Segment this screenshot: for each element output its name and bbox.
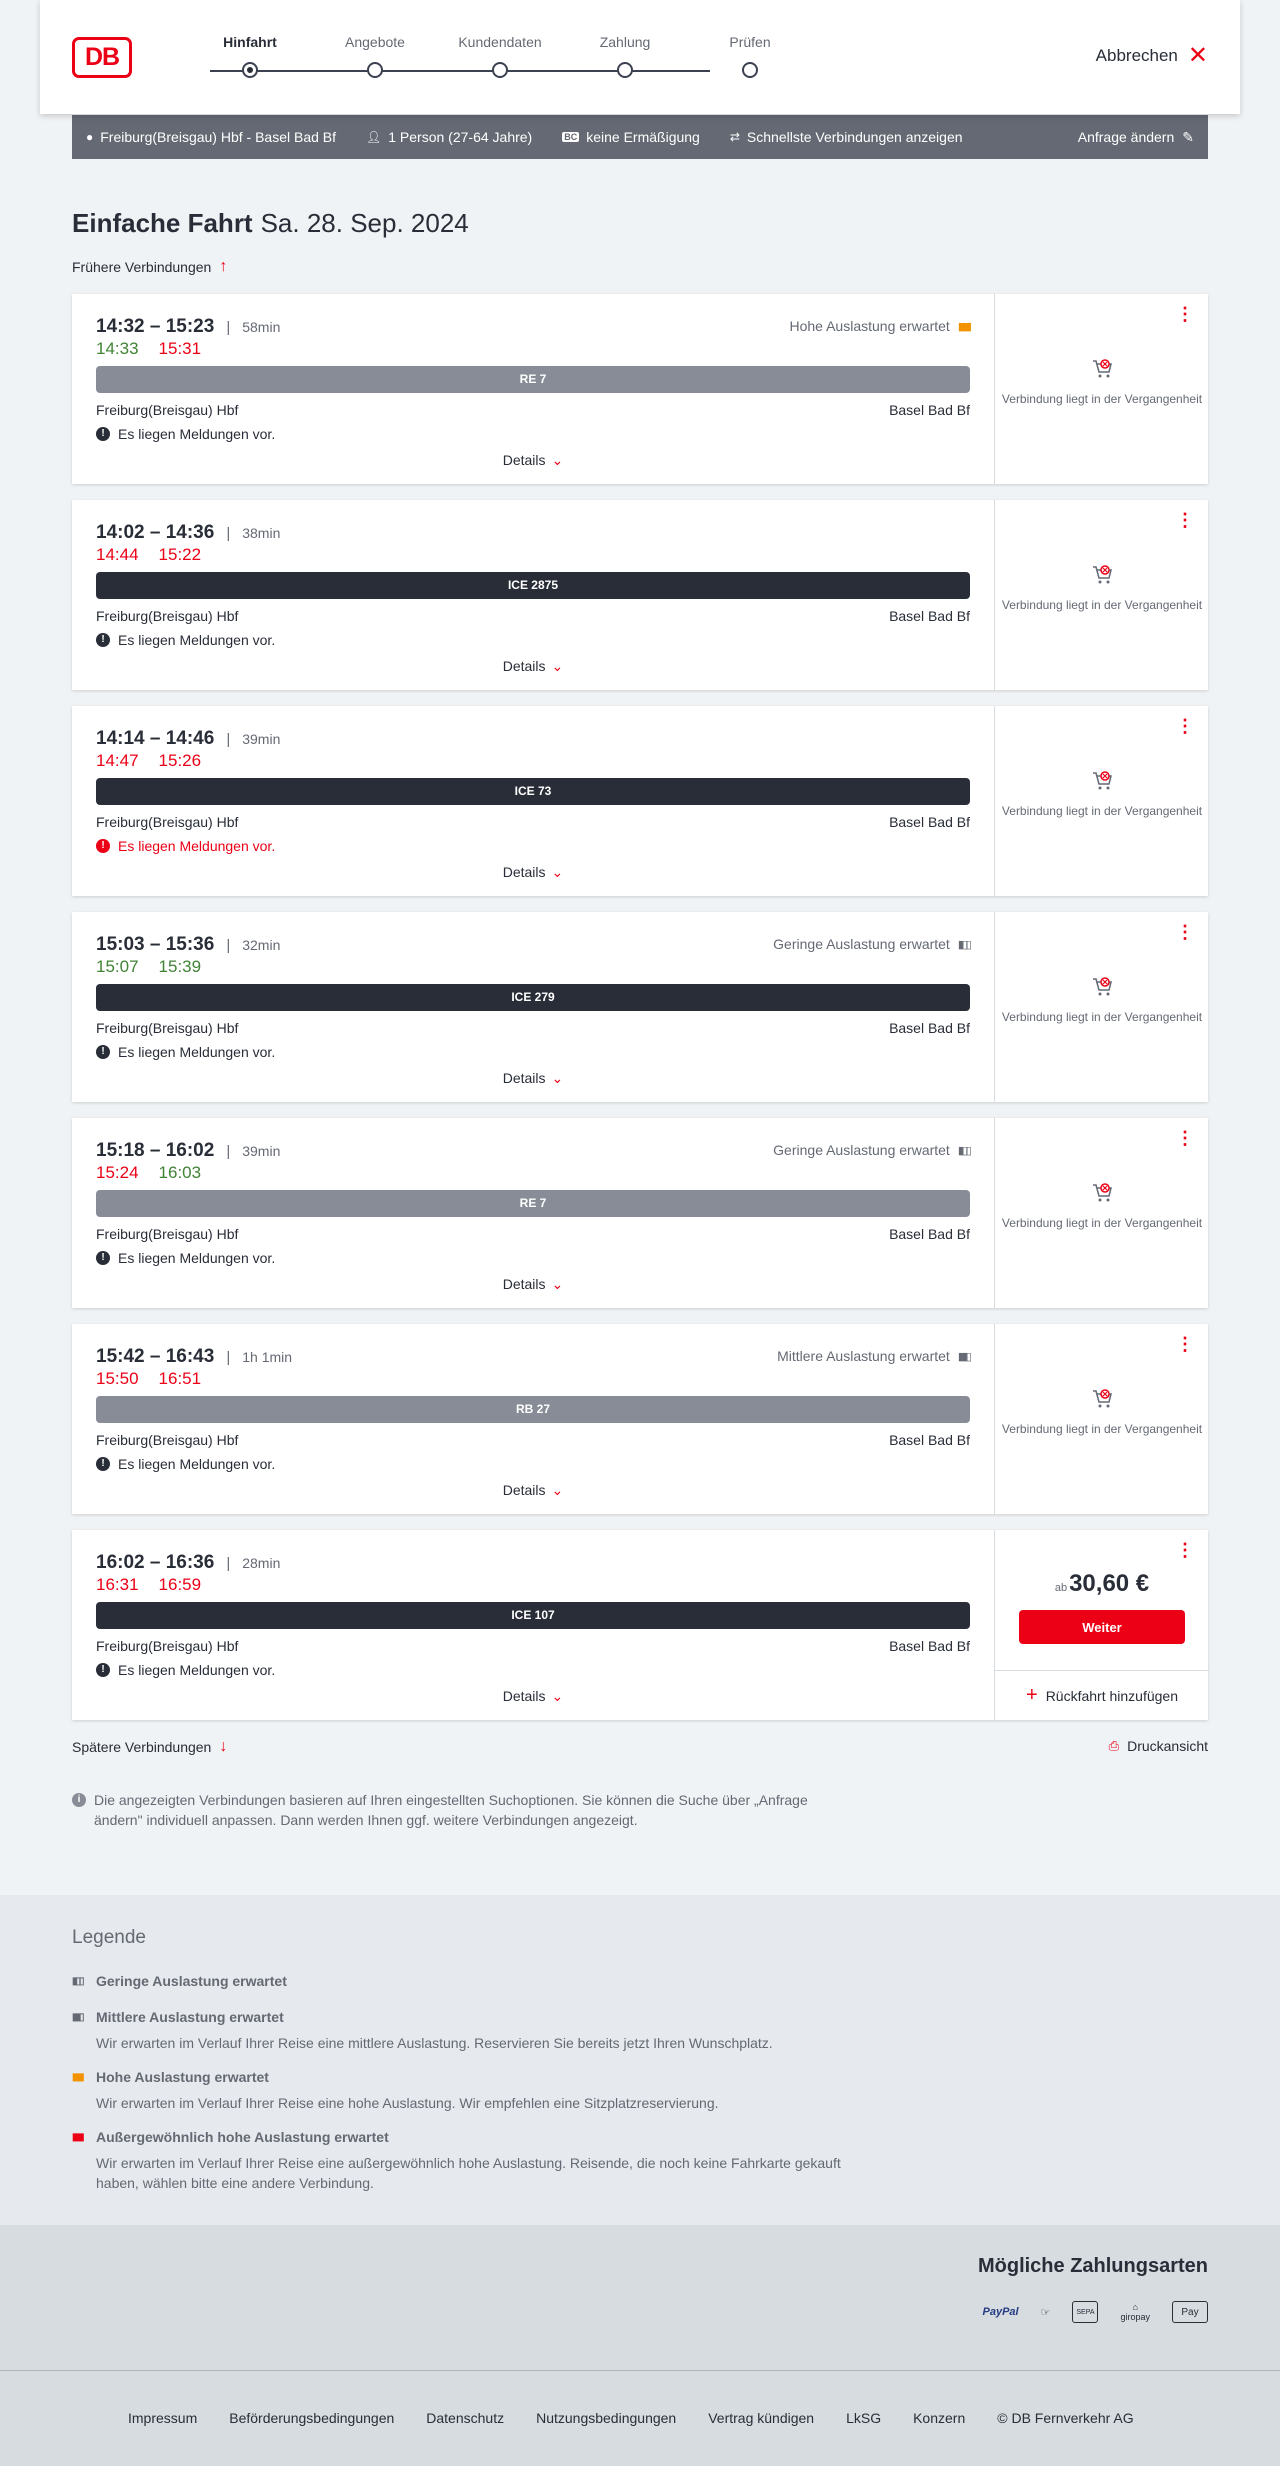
origin-station: Freiburg(Breisgau) Hbf bbox=[96, 1020, 239, 1036]
step-dot bbox=[492, 62, 508, 78]
load-text: Hohe Auslastung erwartet bbox=[789, 318, 950, 334]
legend-item-title: Geringe Auslastung erwartet bbox=[96, 1973, 287, 1989]
payment-methods-section bbox=[0, 2225, 1280, 2370]
destination-station: Basel Bad Bf bbox=[889, 814, 970, 830]
more-options-icon[interactable]: ⋮ bbox=[1176, 716, 1194, 736]
origin-station: Freiburg(Breisgau) Hbf bbox=[96, 814, 239, 830]
info-text: Die angezeigten Verbindungen basieren auf Ihren eingestellten Suchoptionen. Sie können die Suche über „Anfrage ändern" individuell anpassen. Dann werden Ihnen ggf. weitere Verbindungen angezeigt. bbox=[94, 1792, 808, 1828]
add-return-button[interactable] bbox=[995, 1670, 1209, 1720]
legend-item-text: Wir erwarten im Verlauf Ihrer Reise eine mittlere Auslastung. Reservieren Sie bereits jetzt Ihren Wunschplatz. bbox=[96, 2035, 773, 2051]
footer-link-befoerderungsbedingungen[interactable]: Beförderungsbedingungen bbox=[229, 2410, 395, 2426]
planned-times: 15:42 – 16:43 bbox=[96, 1346, 215, 1367]
price-prefix: ab bbox=[1054, 1582, 1068, 1594]
legend-item-title: Außergewöhnlich hohe Auslastung erwartet bbox=[96, 2129, 389, 2145]
details-toggle[interactable] bbox=[72, 1070, 994, 1087]
high-load-icon: ▮▮▮ bbox=[957, 320, 970, 333]
earlier-label: Frühere Verbindungen bbox=[72, 259, 212, 275]
duration: 28min bbox=[242, 1555, 281, 1571]
close-icon: ✕ bbox=[1187, 42, 1208, 69]
message-text: Es liegen Meldungen vor. bbox=[118, 1456, 276, 1472]
progress-line bbox=[210, 70, 710, 72]
cart-unavailable-icon bbox=[1090, 974, 1114, 998]
exceptional-load-icon: ▮▮▮ bbox=[72, 2131, 83, 2143]
continue-button[interactable]: Weiter bbox=[1019, 1610, 1185, 1644]
origin-station: Freiburg(Breisgau) Hbf bbox=[96, 1226, 239, 1242]
realtime-departure: 15:50 bbox=[96, 1369, 139, 1388]
arrow-down-icon: ↓ bbox=[219, 1738, 228, 1755]
origin-station: Freiburg(Breisgau) Hbf bbox=[96, 1638, 239, 1654]
realtime-arrival: 15:31 bbox=[158, 339, 202, 358]
connection-card[interactable]: 14:32 – 15:23 | 58min 14:33 15:31 Hohe Auslastung erwartet ▮▮▮ RE 7 Freiburg(Breisgau) Hbf Basel Bad Bf ! Es liegen Meldungen vor. Details ⌄ ⋮ Verbindung liegt in der Vergangenheit bbox=[72, 294, 1208, 484]
chevron-down-icon: ⌄ bbox=[551, 658, 564, 674]
load-text: Geringe Auslastung erwartet bbox=[773, 1142, 950, 1158]
connection-card[interactable]: 15:03 – 15:36 | 32min 15:07 15:39 Geringe Auslastung erwartet ▮▯▯ ICE 279 Freiburg(Breisgau) Hbf Basel Bad Bf ! Es liegen Meldungen vor. Details ⌄ ⋮ Verbindung liegt in der Vergangenheit bbox=[72, 912, 1208, 1102]
connection-card[interactable]: 14:14 – 14:46 | 39min 14:47 15:26 ICE 73 Freiburg(Breisgau) Hbf Basel Bad Bf ! Es liegen Meldungen vor. Details ⌄ ⋮ Verbindung liegt in der Vergangenheit bbox=[72, 706, 1208, 896]
person-icon: 👤︎ bbox=[366, 130, 382, 144]
pencil-icon: ✎ bbox=[1182, 128, 1194, 145]
duration: 1h 1min bbox=[242, 1349, 293, 1365]
search-summary-bar bbox=[72, 115, 1208, 159]
swap-arrows-icon: ⇄ bbox=[729, 130, 740, 144]
details-label: Details bbox=[502, 658, 546, 674]
printer-icon: ⎙ bbox=[1108, 1738, 1120, 1753]
planned-times: 14:14 – 14:46 bbox=[96, 728, 215, 749]
destination-station: Basel Bad Bf bbox=[889, 1638, 970, 1654]
legend-item bbox=[72, 2009, 872, 2053]
footer-link-datenschutz[interactable]: Datenschutz bbox=[426, 2410, 505, 2426]
route-text: Freiburg(Breisgau) Hbf - Basel Bad Bf bbox=[100, 129, 337, 145]
cart-unavailable-icon bbox=[1090, 1386, 1114, 1410]
details-toggle[interactable] bbox=[72, 1276, 994, 1293]
realtime-arrival: 15:22 bbox=[158, 545, 202, 564]
alert-icon: ! bbox=[96, 1251, 110, 1265]
destination-station: Basel Bad Bf bbox=[889, 1226, 970, 1242]
legend-item-title: Hohe Auslastung erwartet bbox=[96, 2069, 269, 2085]
destination-station: Basel Bad Bf bbox=[889, 402, 970, 418]
step-label: Angebote bbox=[345, 34, 405, 50]
step-label: Hinfahrt bbox=[223, 34, 277, 50]
trip-type: Einfache Fahrt bbox=[72, 208, 253, 238]
step-label: Zahlung bbox=[599, 34, 651, 50]
bahncard-icon: BC bbox=[564, 132, 578, 142]
past-notice: Verbindung liegt in der Vergangenheit bbox=[1001, 1216, 1203, 1230]
chevron-down-icon: ⌄ bbox=[551, 1276, 564, 1292]
step-dot bbox=[367, 62, 383, 78]
realtime-departure: 14:44 bbox=[96, 545, 139, 564]
alert-icon: ! bbox=[96, 1457, 110, 1471]
details-toggle[interactable] bbox=[72, 452, 994, 469]
destination-station: Basel Bad Bf bbox=[889, 1432, 970, 1448]
connection-card[interactable]: 14:02 – 14:36 | 38min 14:44 15:22 ICE 2875 Freiburg(Breisgau) Hbf Basel Bad Bf ! Es liegen Meldungen vor. Details ⌄ ⋮ Verbindung liegt in der Vergangenheit bbox=[72, 500, 1208, 690]
duration: 58min bbox=[242, 319, 281, 335]
legend-title: Legende bbox=[72, 1927, 146, 1948]
more-options-icon[interactable]: ⋮ bbox=[1176, 1334, 1194, 1354]
more-options-icon[interactable]: ⋮ bbox=[1176, 1128, 1194, 1148]
legend-item-title: Mittlere Auslastung erwartet bbox=[96, 2009, 284, 2025]
step-dot bbox=[617, 62, 633, 78]
payment-title: Mögliche Zahlungsarten bbox=[977, 2255, 1208, 2277]
change-request-button[interactable] bbox=[1078, 129, 1194, 146]
message-text: Es liegen Meldungen vor. bbox=[118, 1044, 276, 1060]
past-notice: Verbindung liegt in der Vergangenheit bbox=[1001, 392, 1203, 406]
cart-unavailable-icon bbox=[1090, 356, 1114, 380]
apple-pay-label: Pay bbox=[1181, 2306, 1199, 2318]
train-bar[interactable]: RB 27 bbox=[96, 1396, 970, 1423]
step-angebote[interactable] bbox=[310, 34, 440, 54]
plus-icon: + bbox=[1026, 1684, 1038, 1706]
details-toggle[interactable] bbox=[72, 864, 994, 881]
message-text: Es liegen Meldungen vor. bbox=[118, 1250, 276, 1266]
realtime-arrival: 16:51 bbox=[158, 1369, 202, 1388]
past-notice: Verbindung liegt in der Vergangenheit bbox=[1001, 1010, 1203, 1024]
low-load-icon: ▮▯▯ bbox=[957, 1144, 970, 1157]
train-bar[interactable]: ICE 2875 bbox=[96, 572, 970, 599]
planned-times: 14:32 – 15:23 bbox=[96, 316, 215, 337]
planned-times: 15:18 – 16:02 bbox=[96, 1140, 215, 1161]
legend-item bbox=[72, 2129, 872, 2193]
print-label: Druckansicht bbox=[1127, 1738, 1208, 1754]
trip-date: Sa. 28. Sep. 2024 bbox=[260, 208, 469, 238]
legend-item bbox=[72, 2069, 872, 2113]
apple-pay-icon bbox=[1172, 2301, 1208, 2323]
low-load-icon: ▮▯▯ bbox=[957, 938, 970, 951]
step-pruefen[interactable] bbox=[685, 34, 815, 54]
connection-card[interactable]: 15:42 – 16:43 | 1h 1min 15:50 16:51 Mittlere Auslastung erwartet ▮▮▯ RB 27 Freiburg(Breisgau) Hbf Basel Bad Bf ! Es liegen Meldungen vor. Details ⌄ ⋮ Verbindung liegt in der Vergangenheit bbox=[72, 1324, 1208, 1514]
giropay-bank-icon: ⌂ bbox=[1132, 2302, 1138, 2312]
later-connections-link[interactable] bbox=[72, 1738, 227, 1756]
details-toggle[interactable] bbox=[72, 1482, 994, 1499]
step-dot bbox=[242, 62, 258, 78]
cart-unavailable-icon bbox=[1090, 768, 1114, 792]
low-load-icon: ▮▯▯ bbox=[72, 1975, 83, 1987]
more-options-icon[interactable]: ⋮ bbox=[1176, 922, 1194, 942]
duration: 39min bbox=[242, 1143, 281, 1159]
details-label: Details bbox=[502, 1482, 546, 1498]
location-pin-icon: ● bbox=[86, 130, 94, 144]
creditcard-hand-icon: ☞ bbox=[1040, 2306, 1051, 2319]
train-bar[interactable]: RE 7 bbox=[96, 1190, 970, 1217]
more-options-icon[interactable]: ⋮ bbox=[1176, 1540, 1194, 1560]
train-bar[interactable]: ICE 107 bbox=[96, 1602, 970, 1629]
duration: 39min bbox=[242, 731, 281, 747]
footer-link-nutzungsbedingungen[interactable]: Nutzungsbedingungen bbox=[536, 2410, 677, 2426]
step-hinfahrt[interactable] bbox=[185, 34, 315, 54]
persons-text: 1 Person (27-64 Jahre) bbox=[388, 129, 533, 145]
planned-times: 16:02 – 16:36 bbox=[96, 1552, 215, 1573]
message-text: Es liegen Meldungen vor. bbox=[118, 426, 276, 442]
chevron-down-icon: ⌄ bbox=[551, 452, 564, 468]
cancel-label: Abbrechen bbox=[1095, 46, 1178, 65]
origin-station: Freiburg(Breisgau) Hbf bbox=[96, 1432, 239, 1448]
destination-station: Basel Bad Bf bbox=[889, 1020, 970, 1036]
realtime-arrival: 15:26 bbox=[158, 751, 202, 770]
message-text: Es liegen Meldungen vor. bbox=[118, 632, 276, 648]
sepa-icon: SEPA bbox=[1072, 2301, 1098, 2323]
footer-link-konzern[interactable]: Konzern bbox=[913, 2410, 966, 2426]
paypal-icon: PayPal bbox=[982, 2306, 1019, 2318]
discount-text: keine Ermäßigung bbox=[586, 129, 700, 145]
later-label: Spätere Verbindungen bbox=[72, 1739, 212, 1755]
chevron-down-icon: ⌄ bbox=[551, 1070, 564, 1086]
step-dot bbox=[742, 62, 758, 78]
step-kundendaten[interactable] bbox=[435, 34, 565, 54]
message-text: Es liegen Meldungen vor. bbox=[118, 838, 276, 854]
price bbox=[995, 1570, 1209, 1598]
chevron-down-icon: ⌄ bbox=[551, 1482, 564, 1498]
giropay-label: giropay bbox=[1120, 2312, 1150, 2322]
realtime-departure: 15:07 bbox=[96, 957, 139, 976]
details-label: Details bbox=[502, 864, 546, 880]
cart-unavailable-icon bbox=[1090, 1180, 1114, 1204]
fastest-text: Schnellste Verbindungen anzeigen bbox=[746, 129, 963, 145]
load-text: Mittlere Auslastung erwartet bbox=[777, 1348, 950, 1364]
booking-header bbox=[40, 0, 1240, 114]
past-notice: Verbindung liegt in der Vergangenheit bbox=[1001, 598, 1203, 612]
legend-item-text: Wir erwarten im Verlauf Ihrer Reise eine hohe Auslastung. Wir empfehlen eine Sitzplatzreservierung. bbox=[96, 2095, 719, 2111]
legend-item-text: Wir erwarten im Verlauf Ihrer Reise eine außergewöhnlich hohe Auslastung. Reisende, die noch keine Fahrkarte gekauft haben, wählen bitte eine andere Verbindung. bbox=[96, 2155, 841, 2191]
legend-item bbox=[72, 1973, 872, 1989]
cart-unavailable-icon bbox=[1090, 562, 1114, 586]
destination-station: Basel Bad Bf bbox=[889, 608, 970, 624]
past-notice: Verbindung liegt in der Vergangenheit bbox=[1001, 1422, 1203, 1436]
realtime-departure: 14:47 bbox=[96, 751, 139, 770]
realtime-arrival: 15:39 bbox=[158, 957, 202, 976]
realtime-arrival: 16:03 bbox=[158, 1163, 202, 1182]
footer-copyright: © DB Fernverkehr AG bbox=[997, 2410, 1134, 2426]
planned-times: 15:03 – 15:36 bbox=[96, 934, 215, 955]
details-toggle[interactable] bbox=[72, 658, 994, 675]
earlier-connections-link[interactable] bbox=[72, 258, 227, 276]
duration: 32min bbox=[242, 937, 281, 953]
alert-icon: ! bbox=[96, 839, 110, 853]
past-notice: Verbindung liegt in der Vergangenheit bbox=[1001, 804, 1203, 818]
details-label: Details bbox=[502, 1688, 546, 1704]
alert-icon: ! bbox=[96, 427, 110, 441]
price-value: 30,60 € bbox=[1069, 1570, 1150, 1597]
chevron-down-icon: ⌄ bbox=[551, 864, 564, 880]
footer bbox=[0, 2370, 1280, 2466]
more-options-icon[interactable]: ⋮ bbox=[1176, 304, 1194, 324]
step-zahlung[interactable] bbox=[560, 34, 690, 54]
footer-link-vertrag-kuendigen[interactable]: Vertrag kündigen bbox=[708, 2410, 815, 2426]
medium-load-icon: ▮▮▯ bbox=[957, 1350, 970, 1363]
connection-card[interactable]: 15:18 – 16:02 | 39min 15:24 16:03 Geringe Auslastung erwartet ▮▯▯ RE 7 Freiburg(Breisgau) Hbf Basel Bad Bf ! Es liegen Meldungen vor. Details ⌄ ⋮ Verbindung liegt in der Vergangenheit bbox=[72, 1118, 1208, 1308]
details-label: Details bbox=[502, 1276, 546, 1292]
train-bar[interactable]: ICE 279 bbox=[96, 984, 970, 1011]
load-text: Geringe Auslastung erwartet bbox=[773, 936, 950, 952]
details-label: Details bbox=[502, 1070, 546, 1086]
step-label: Prüfen bbox=[729, 34, 771, 50]
alert-icon: ! bbox=[96, 1045, 110, 1059]
realtime-departure: 16:31 bbox=[96, 1575, 139, 1594]
realtime-departure: 14:33 bbox=[96, 339, 139, 358]
medium-load-icon: ▮▮▯ bbox=[72, 2011, 83, 2023]
details-toggle[interactable] bbox=[72, 1688, 994, 1705]
planned-times: 14:02 – 14:36 bbox=[96, 522, 215, 543]
more-options-icon[interactable]: ⋮ bbox=[1176, 510, 1194, 530]
duration: 38min bbox=[242, 525, 281, 541]
origin-station: Freiburg(Breisgau) Hbf bbox=[96, 608, 239, 624]
db-logo[interactable]: DB bbox=[72, 37, 132, 78]
cancel-button[interactable] bbox=[1095, 42, 1208, 69]
alert-icon: ! bbox=[96, 1663, 110, 1677]
add-return-label: Rückfahrt hinzufügen bbox=[1045, 1687, 1178, 1704]
arrow-up-icon: ↑ bbox=[219, 258, 228, 275]
giropay-icon bbox=[1120, 2299, 1150, 2325]
page-title bbox=[72, 208, 469, 239]
alert-icon: ! bbox=[96, 633, 110, 647]
info-notice bbox=[72, 1790, 852, 1830]
message-text: Es liegen Meldungen vor. bbox=[118, 1662, 276, 1678]
footer-link-lksg[interactable]: LkSG bbox=[846, 2410, 882, 2426]
step-label: Kundendaten bbox=[458, 34, 542, 50]
high-load-icon: ▮▮▮ bbox=[72, 2071, 83, 2083]
realtime-arrival: 16:59 bbox=[158, 1575, 202, 1594]
chevron-down-icon: ⌄ bbox=[551, 1688, 564, 1704]
origin-station: Freiburg(Breisgau) Hbf bbox=[96, 402, 239, 418]
change-label: Anfrage ändern bbox=[1077, 129, 1175, 145]
print-view-link[interactable] bbox=[1109, 1738, 1208, 1754]
details-label: Details bbox=[502, 452, 546, 468]
realtime-departure: 15:24 bbox=[96, 1163, 139, 1182]
info-icon: i bbox=[72, 1793, 86, 1807]
footer-link-impressum[interactable]: Impressum bbox=[128, 2410, 198, 2426]
train-bar[interactable]: RE 7 bbox=[96, 366, 970, 393]
connection-card[interactable]: 16:02 – 16:36 | 28min 16:31 16:59 ICE 107 Freiburg(Breisgau) Hbf Basel Bad Bf ! Es liegen Meldungen vor. Details ⌄ ⋮ ab30,60 € Weiter + Rückfahrt hinzufügen bbox=[72, 1530, 1208, 1720]
train-bar[interactable]: ICE 73 bbox=[96, 778, 970, 805]
legend-section bbox=[0, 1895, 1280, 2225]
